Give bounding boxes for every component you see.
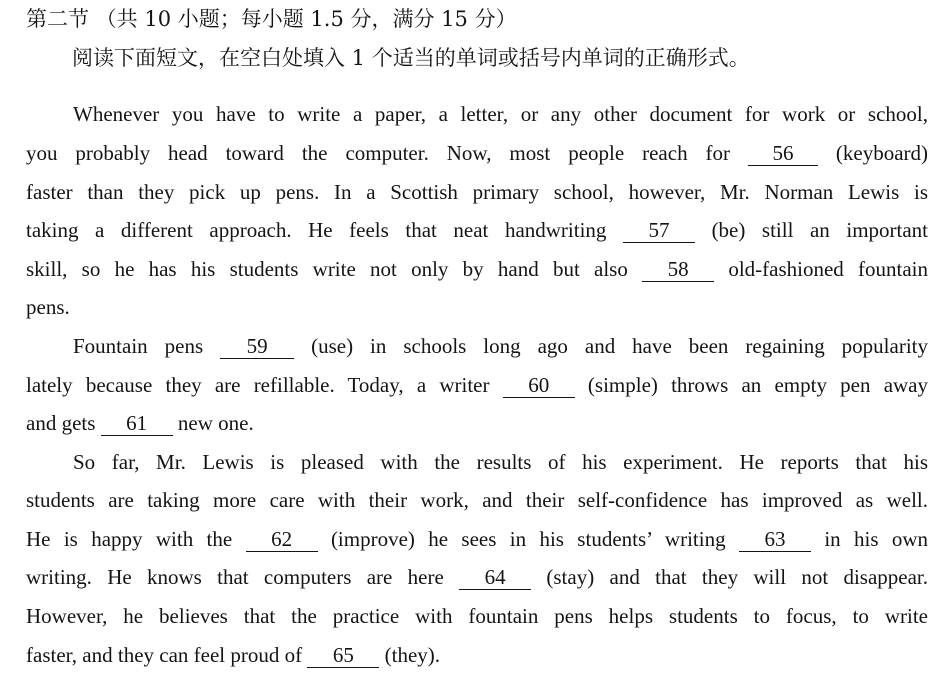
passage-text: (keyboard) [835, 141, 928, 165]
passage-text: (improve) he sees in his students’ writing [330, 527, 726, 551]
passage-text: taking a different approach. He feels that neat handwriting [26, 218, 607, 242]
passage-text: you probably head toward the computer. Now, most people reach for [26, 141, 730, 165]
blank-59[interactable]: 59 [220, 335, 294, 359]
passage-text: (they). [384, 643, 441, 667]
blank-63[interactable]: 63 [739, 528, 811, 552]
blank-57[interactable]: 57 [623, 219, 695, 243]
passage-text: lately because they are refillable. Today, a writer [26, 373, 490, 397]
passage-text: pens. [26, 295, 70, 319]
passage-text: and gets [26, 411, 96, 435]
passage-text: faster, and they can feel proud of [26, 643, 303, 667]
blank-60[interactable]: 60 [503, 374, 575, 398]
passage-line [26, 485, 928, 515]
blank-58[interactable]: 58 [642, 258, 714, 282]
passage-text: Whenever you have to write a paper, a letter, or any other document for work or school, [73, 102, 928, 126]
passage-line [26, 601, 928, 631]
passage-line [26, 524, 928, 554]
passage-text: skill, so he has his students write not only by hand but also [26, 257, 628, 281]
passage-line [73, 447, 928, 477]
passage-line [26, 177, 928, 207]
passage-text: Fountain pens [73, 334, 204, 358]
passage-text: (use) in schools long ago and have been regaining popularity [311, 334, 928, 358]
passage-text: students are taking more care with their work, and their self-confidence has improved as well. [26, 488, 928, 512]
section-heading: 第二节 （共 10 小题；每小题 1.5 分，满分 15 分） [26, 7, 517, 31]
passage-text: So far, Mr. Lewis is pleased with the results of his experiment. He reports that his [73, 450, 928, 474]
passage-line [26, 292, 928, 322]
passage-text: writing. He knows that computers are here [26, 565, 444, 589]
passage-text: (be) still an important [711, 218, 929, 242]
blank-64[interactable]: 64 [459, 566, 531, 590]
passage-text: However, he believes that the practice with fountain pens helps students to focus, to write [26, 604, 928, 628]
passage-text: He is happy with the [26, 527, 233, 551]
passage-line [26, 370, 928, 400]
passage-text: faster than they pick up pens. In a Scottish primary school, however, Mr. Norman Lewis is [26, 180, 928, 204]
passage-line [26, 215, 928, 245]
passage-text: in his own [824, 527, 929, 551]
section-instruction: 阅读下面短文，在空白处填入 1 个适当的单词或括号内单词的正确形式。 [72, 46, 750, 70]
passage-text: (simple) throws an empty pen away [587, 373, 928, 397]
blank-56[interactable]: 56 [748, 142, 818, 166]
passage-line [26, 138, 928, 168]
passage-line [73, 331, 928, 361]
passage-line [26, 408, 928, 438]
passage-line [26, 640, 928, 670]
passage-text: (stay) and that they will not disappear. [546, 565, 929, 589]
passage-line [26, 562, 928, 592]
passage-line [73, 99, 928, 129]
blank-61[interactable]: 61 [101, 412, 173, 436]
passage-text: old-fashioned fountain [728, 257, 928, 281]
blank-62[interactable]: 62 [246, 528, 318, 552]
passage-text: new one. [177, 411, 254, 435]
blank-65[interactable]: 65 [307, 644, 379, 668]
passage-line [26, 254, 928, 284]
